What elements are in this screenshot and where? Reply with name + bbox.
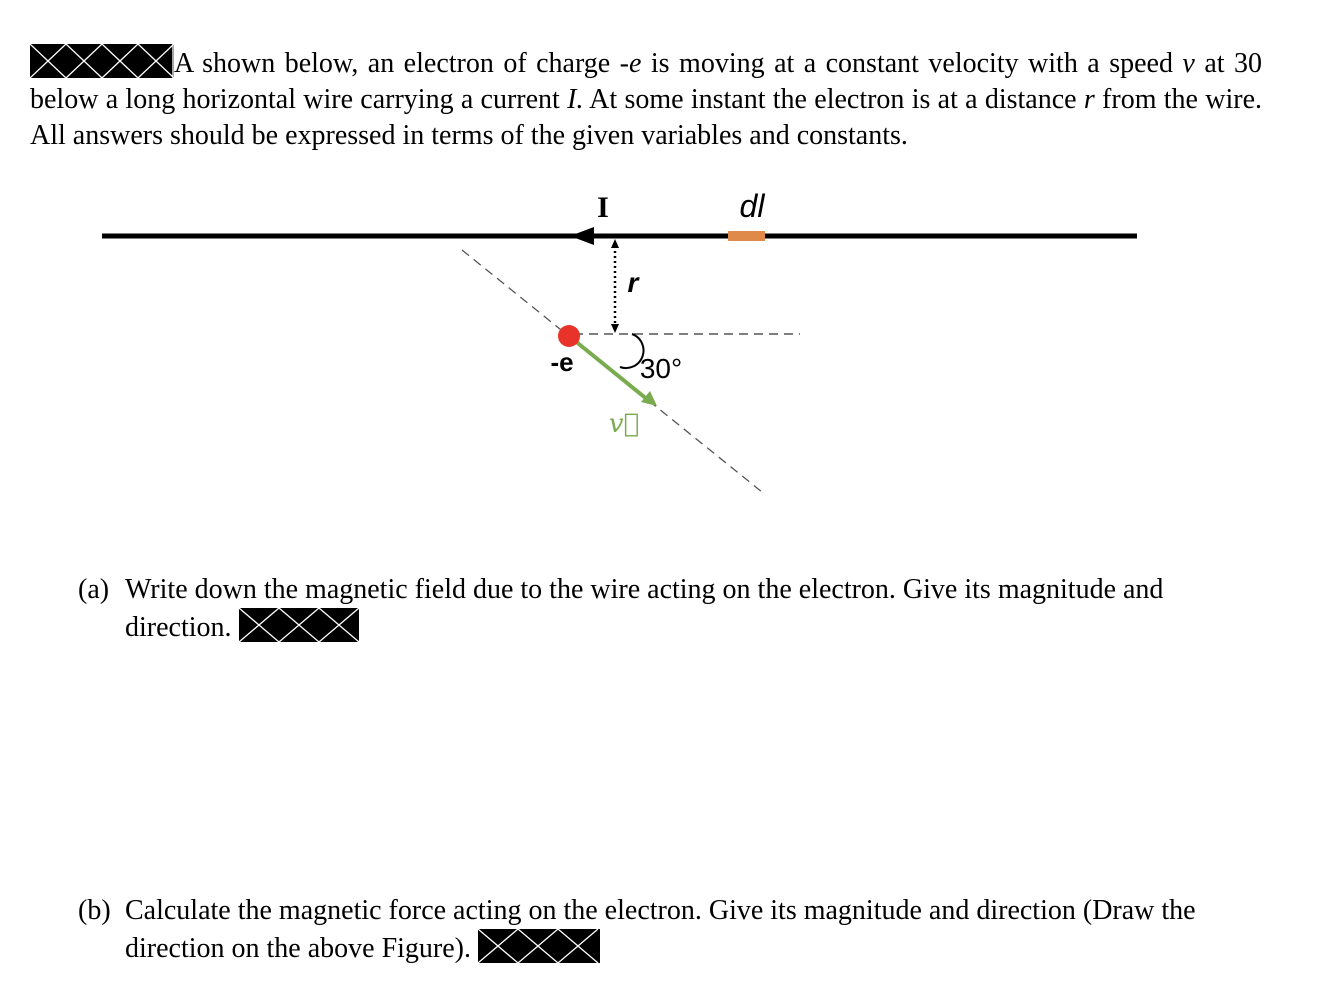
intro-text: from the wire. All answers should be expressed in terms of the given variables and constants.	[30, 84, 1262, 151]
question-a-label: (a)	[78, 574, 110, 605]
current-label: I	[597, 191, 609, 224]
electron	[558, 325, 580, 347]
question-b-label: (b)	[78, 895, 111, 926]
redaction-block	[239, 608, 359, 642]
question-b	[78, 893, 1262, 967]
current-arrow-icon	[570, 227, 594, 245]
intro-text: at 30 below a long horizontal wire carrying a current	[30, 48, 1262, 115]
distance-arrow-up-icon	[611, 239, 619, 248]
intro-text: is moving at a constant velocity with a speed	[641, 48, 1183, 79]
question-a	[78, 572, 1262, 646]
redaction-block	[478, 929, 600, 963]
speed-variable: v	[1182, 48, 1195, 79]
question-a-text-cont: direction.	[125, 612, 232, 643]
velocity-label: v⃗	[608, 409, 640, 439]
question-b-text: Calculate the magnetic force acting on the electron. Give its magnitude and direction (Draw the	[125, 895, 1196, 926]
current-element-dl	[728, 231, 765, 241]
distance-label: r	[627, 267, 639, 298]
question-a-text: Write down the magnetic field due to the wire acting on the electron. Give its magnitude and	[125, 574, 1164, 605]
distance-variable: r	[1083, 84, 1095, 115]
current-variable: I.	[567, 84, 584, 115]
angle-label: 30°	[639, 353, 683, 384]
distance-arrow-down-icon	[611, 324, 619, 333]
intro-text: A shown below, an electron of charge	[174, 48, 620, 79]
charge-label: -e	[550, 347, 574, 377]
question-b-text-cont: direction on the above Figure).	[125, 933, 472, 964]
element-label: dl	[739, 188, 765, 224]
charge-variable: -e	[619, 48, 642, 79]
velocity-vector	[569, 336, 648, 400]
intro-text: At some instant the electron is at a distance	[583, 84, 1084, 115]
